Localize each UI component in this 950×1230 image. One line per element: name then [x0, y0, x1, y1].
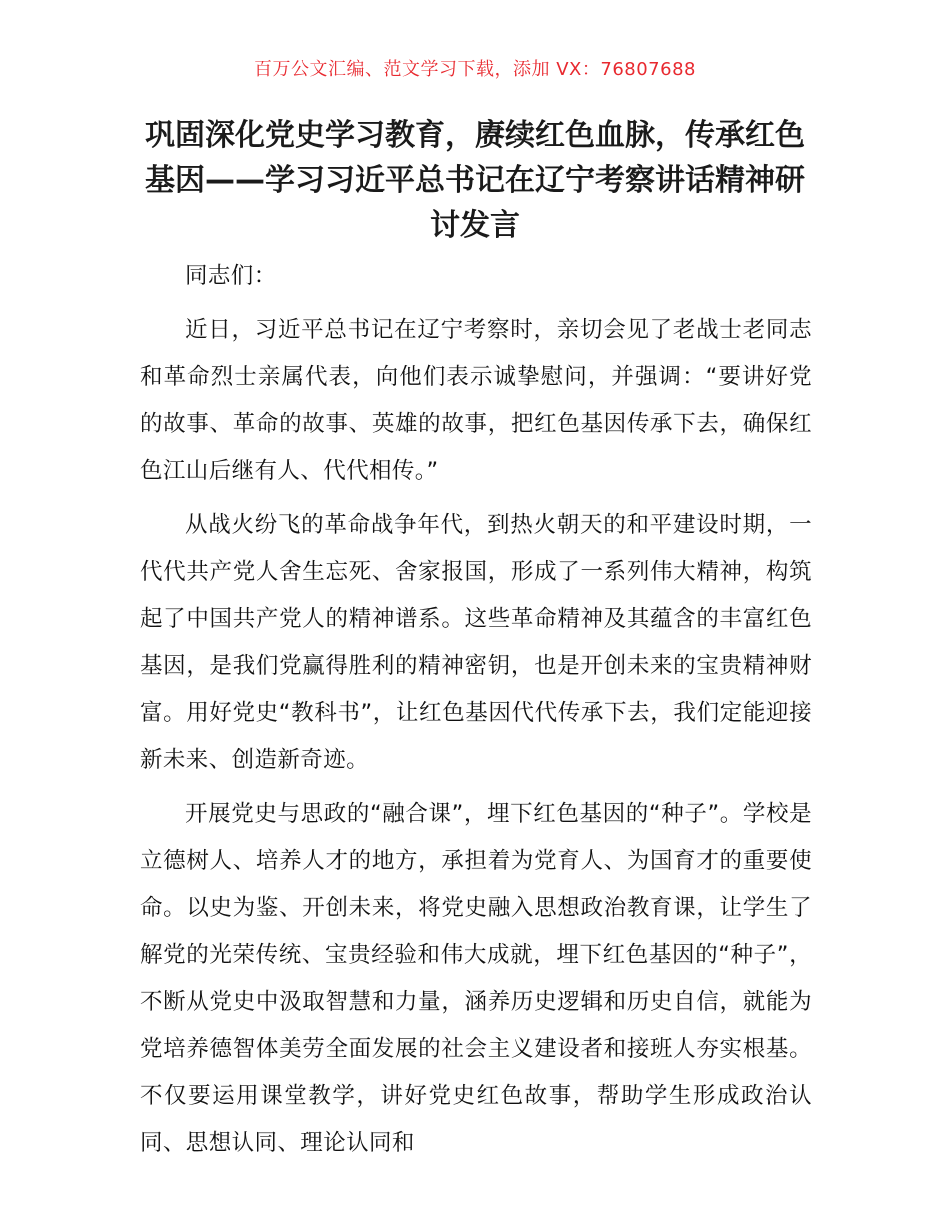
paragraph-1: 近日，习近平总书记在辽宁考察时，亲切会见了老战士老同志和革命烈士亲属代表，向他们表示诚挚慰问，并强调：“要讲好党的故事、革命的故事、英雄的故事，把红色基因传承下去，确保红色江山后继有人、代代相传。” — [140, 317, 812, 484]
document-body — [140, 253, 812, 1174]
document-title: 巩固深化党史学习教育，赓续红色血脉，传承红色基因——学习习近平总书记在辽宁考察讲话精神研讨发言 — [145, 118, 805, 243]
header-banner: 百万公文汇编、范文学习下载，添加 VX：76807688 — [254, 59, 696, 80]
paragraph-2: 从战火纷飞的革命战争年代，到热火朝天的和平建设时期，一代代共产党人舍生忘死、舍家报国，形成了一系列伟大精神，构筑起了中国共产党人的精神谱系。这些革命精神及其蕴含的丰富红色基因，是我们党赢得胜利的精神密钥，也是开创未来的宝贵精神财富。用好党史“教科书”，让红色基因代代传承下去，我们定能迎接新未来、创造新奇迹。 — [140, 512, 812, 773]
salutation: 同志们： — [185, 263, 277, 289]
paragraph-3: 开展党史与思政的“融合课”，埋下红色基因的“种子”。学校是立德树人、培养人才的地方，承担着为党育人、为国育才的重要使命。以史为鉴、开创未来，将党史融入思想政治教育课，让学生了解党的光荣传统、宝贵经验和伟大成就，埋下红色基因的“种子”，不断从党史中汲取智慧和力量，涵养历史逻辑和历史自信，就能为党培养德智体美劳全面发展的社会主义建设者和接班人夯实根基。不仅要运用课堂教学，讲好党史红色故事，帮助学生形成政治认同、思想认同、理论认同和 — [140, 801, 812, 1156]
